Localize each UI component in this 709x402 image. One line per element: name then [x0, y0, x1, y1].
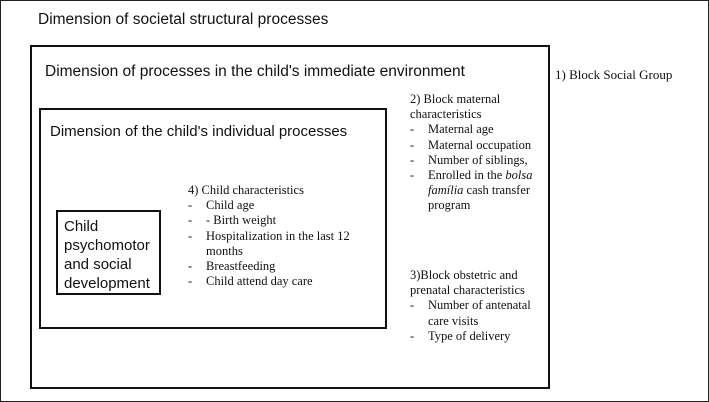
enrolled-suffix: cash transfer program [428, 183, 531, 213]
list-item: - Number of antenatal care visits [410, 298, 550, 328]
list-item: - Maternal occupation [410, 138, 545, 153]
list-item: - Child age [188, 198, 388, 213]
child-development-label: Child psychomotor and social development [64, 218, 150, 292]
obstetric-characteristics-block [410, 268, 550, 344]
list-item: - Breastfeeding [188, 259, 388, 274]
child-characteristics-heading: 4) Child characteristics [188, 183, 304, 197]
maternal-characteristics-list [410, 122, 545, 213]
societal-dimension-title: Dimension of societal structural processes [38, 11, 329, 28]
list-item-enrolled [410, 168, 545, 214]
list-item: - - Birth weight [188, 213, 388, 228]
obstetric-characteristics-list [410, 298, 550, 344]
enrolled-program-name: bolsa família [428, 168, 533, 198]
list-item: - Child attend day care [188, 274, 388, 289]
maternal-characteristics-heading: 2) Block maternal characteristics [410, 92, 501, 122]
list-item: - Hospitalization in the last 12 months [188, 229, 388, 259]
list-item: - Maternal age [410, 122, 545, 137]
maternal-characteristics-block [410, 92, 545, 214]
immediate-environment-title: Dimension of processes in the child's immediate environment [45, 63, 465, 80]
obstetric-characteristics-heading: 3)Block obstetric and prenatal characteristics [410, 268, 525, 298]
list-item: - Number of siblings, [410, 153, 545, 168]
list-item: - Type of delivery [410, 329, 550, 344]
child-characteristics-block [188, 183, 388, 289]
enrolled-prefix: Enrolled in the [428, 168, 506, 183]
individual-processes-title: Dimension of the child's individual processes [50, 123, 348, 140]
child-characteristics-list [188, 198, 388, 289]
social-group-block-label: 1) Block Social Group [555, 67, 673, 82]
